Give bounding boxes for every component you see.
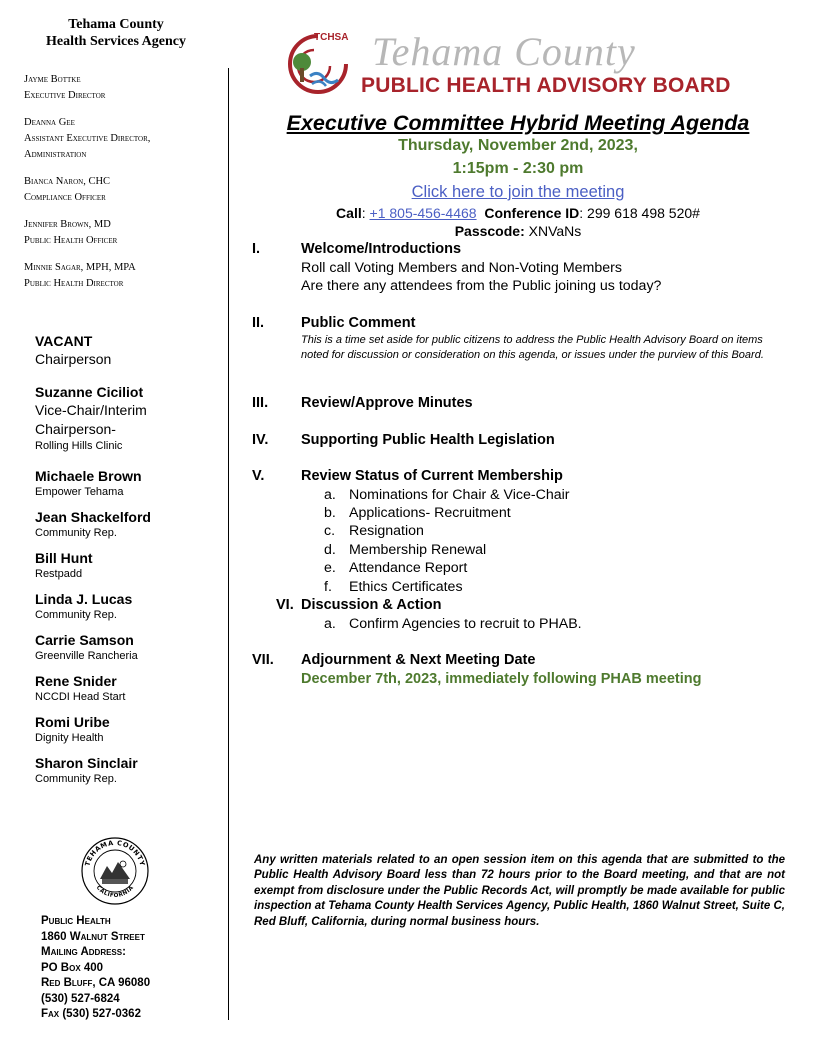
agenda-item — [252, 314, 792, 363]
board-member — [35, 549, 220, 582]
member-org: Restpadd — [35, 568, 83, 580]
agenda-item-heading: Supporting Public Health Legislation — [301, 432, 555, 448]
member-name: Bill Hunt — [35, 550, 93, 566]
agenda-subitem: f. Ethics Certificates — [324, 578, 463, 595]
mailing-address — [41, 914, 226, 1023]
staff-name: Jayme Bottke — [24, 74, 81, 85]
member-org: Community Rep. — [35, 773, 117, 785]
member-role: Vice-Chair/Interim Chairperson- — [35, 402, 147, 437]
staff-name: Bianca Naron, CHC — [24, 176, 111, 187]
staff-title: Public Health Officer — [24, 235, 118, 246]
member-role: Chairperson — [35, 351, 112, 367]
staff-title: Assistant Executive Director, Administration — [24, 133, 151, 160]
board-member — [35, 508, 220, 541]
staff-name: Minnie Sagar, MPH, MPA — [24, 262, 136, 273]
agency-name — [22, 16, 210, 50]
member-name: VACANT — [35, 333, 93, 349]
board-member — [35, 672, 220, 705]
agenda-item-heading: Review/Approve Minutes — [301, 395, 473, 411]
board-member-list — [35, 332, 220, 795]
board-member — [35, 713, 220, 746]
agenda-item-number: IV. — [252, 432, 269, 448]
agenda-item-text: Roll call Voting Members and Non-Voting Members — [301, 259, 622, 276]
agenda-item-number: I. — [252, 241, 261, 257]
member-org: Greenville Rancheria — [35, 650, 138, 662]
member-name: Jean Shackelford — [35, 509, 151, 525]
board-member — [35, 383, 220, 454]
address-line: Fax (530) 527-0362 — [41, 1008, 141, 1020]
board-member — [35, 590, 220, 623]
agenda-item-heading: Public Comment — [301, 315, 416, 331]
agenda-item — [252, 431, 792, 450]
staff-title: Public Health Director — [24, 278, 124, 289]
county-seal-icon — [80, 836, 150, 906]
staff-list — [24, 72, 224, 303]
agenda-item — [252, 394, 792, 413]
agenda-item-heading: Welcome/Introductions — [301, 241, 462, 257]
call-label: Call — [336, 205, 362, 221]
staff-title: Compliance Officer — [24, 192, 106, 203]
staff-person — [24, 174, 224, 206]
member-name: Michaele Brown — [35, 468, 142, 484]
member-name: Carrie Samson — [35, 632, 134, 648]
agenda-item — [252, 651, 792, 688]
agenda-item — [252, 240, 792, 296]
tchsa-label: TCHSA — [314, 32, 349, 43]
logo-county-text: Tehama County — [372, 29, 636, 74]
agenda-item-heading: Discussion & Action — [301, 597, 442, 613]
member-org: Community Rep. — [35, 609, 117, 621]
call-info: Call: +1 805-456-4468 Conference ID: 299 618 498 520# — [336, 205, 700, 221]
member-org: Rolling Hills Clinic — [35, 440, 123, 452]
agenda-item — [252, 467, 792, 596]
agenda-title: Executive Committee Hybrid Meeting Agenda — [286, 111, 750, 135]
member-org: Community Rep. — [35, 527, 117, 539]
board-member — [35, 631, 220, 664]
member-org: Dignity Health — [35, 732, 104, 744]
staff-name: Jennifer Brown, MD — [24, 219, 111, 230]
seal-top-text: TEHAMA COUNTY — [83, 838, 147, 868]
agenda-item-text: Are there any attendees from the Public joining us today? — [301, 278, 662, 294]
address-line: PO Box 400 — [41, 961, 104, 974]
phab-logo — [284, 30, 744, 100]
agenda-subitem: b. Applications- Recruitment — [324, 504, 511, 521]
address-line: 1860 Walnut Street — [41, 930, 145, 943]
meeting-time: 1:15pm - 2:30 pm — [452, 160, 584, 177]
agenda-subitem: a. Confirm Agencies to recruit to PHAB. — [324, 615, 582, 632]
agenda-item-number: VII. — [252, 652, 274, 668]
member-org: Empower Tehama — [35, 486, 124, 498]
agenda-item-number: III. — [252, 395, 269, 411]
join-meeting-link[interactable]: Click here to join the meeting — [411, 183, 625, 201]
staff-person — [24, 260, 224, 292]
member-name: Rene Snider — [35, 673, 117, 689]
agenda-item — [252, 596, 792, 633]
agenda-subitem: e. Attendance Report — [324, 560, 468, 577]
agenda-item-heading: Review Status of Current Membership — [301, 468, 563, 484]
agenda-subitem: a. Nominations for Chair & Vice-Chair — [324, 486, 570, 503]
member-name: Romi Uribe — [35, 714, 110, 730]
sidebar-divider — [228, 68, 229, 1020]
address-line: (530) 527-6824 — [41, 992, 120, 1005]
member-name: Suzanne Ciciliot — [35, 384, 144, 400]
staff-name: Deanna Gee — [24, 117, 75, 128]
address-line: Public Health — [41, 915, 111, 927]
conference-id: 299 618 498 520# — [587, 205, 700, 221]
member-name: Sharon Sinclair — [35, 755, 138, 771]
member-name: Linda J. Lucas — [35, 591, 133, 607]
phone-link[interactable]: +1 805-456-4468 — [369, 205, 477, 221]
agenda-item-number: VI. — [276, 597, 294, 613]
board-member — [35, 754, 220, 787]
conference-id-label: Conference ID — [484, 205, 580, 221]
staff-person — [24, 115, 224, 163]
passcode-info — [252, 222, 784, 240]
board-member — [35, 332, 220, 369]
passcode-value: XNVaNs — [528, 223, 582, 239]
agenda-item-number: V. — [252, 468, 265, 484]
public-records-notice: Any written materials related to an open session item on this agenda that are submitted to the Public Health Advisory Board less than 72 hours prior to the Board meeting, and that are not exempt from disclosure under the Public Records Act, will promptly be made available for public inspection at Tehama County Health Services Agency, Public Health, 1860 Walnut Street, Suite C, Red Bluff, California, during normal business hours. — [254, 854, 785, 928]
agenda-subitem: c. Resignation — [324, 523, 424, 540]
public-comment-note: This is a time set aside for public citizens to address the Public Health Advisory Board on items noted for discussion or consideration on this agenda, or issues under the purview of this Board. — [301, 333, 764, 361]
staff-person — [24, 72, 224, 104]
agency-name-line2: Health Services Agency — [46, 34, 186, 49]
next-meeting-date: December 7th, 2023, immediately following PHAB meeting — [301, 670, 702, 687]
agency-name-line1: Tehama County — [68, 17, 164, 32]
board-member — [35, 467, 220, 500]
agenda-item-number: II. — [252, 315, 265, 331]
agenda-item-heading: Adjournment & Next Meeting Date — [301, 652, 536, 668]
passcode-label: Passcode: — [454, 223, 525, 239]
logo-board-text: PUBLIC HEALTH ADVISORY BOARD — [361, 74, 731, 97]
staff-title: Executive Director — [24, 90, 106, 101]
address-line: Red Bluff, CA 96080 — [41, 977, 151, 989]
seal-bottom-text: CALIFORNIA — [94, 884, 136, 900]
svg-text:TEHAMA COUNTY — [83, 839, 146, 867]
address-line: Mailing Address: — [41, 946, 126, 958]
meeting-date: Thursday, November 2nd, 2023, — [398, 137, 638, 154]
member-org: NCCDI Head Start — [35, 691, 126, 703]
staff-person — [24, 217, 224, 249]
agenda-subitem: d. Membership Renewal — [324, 541, 487, 558]
